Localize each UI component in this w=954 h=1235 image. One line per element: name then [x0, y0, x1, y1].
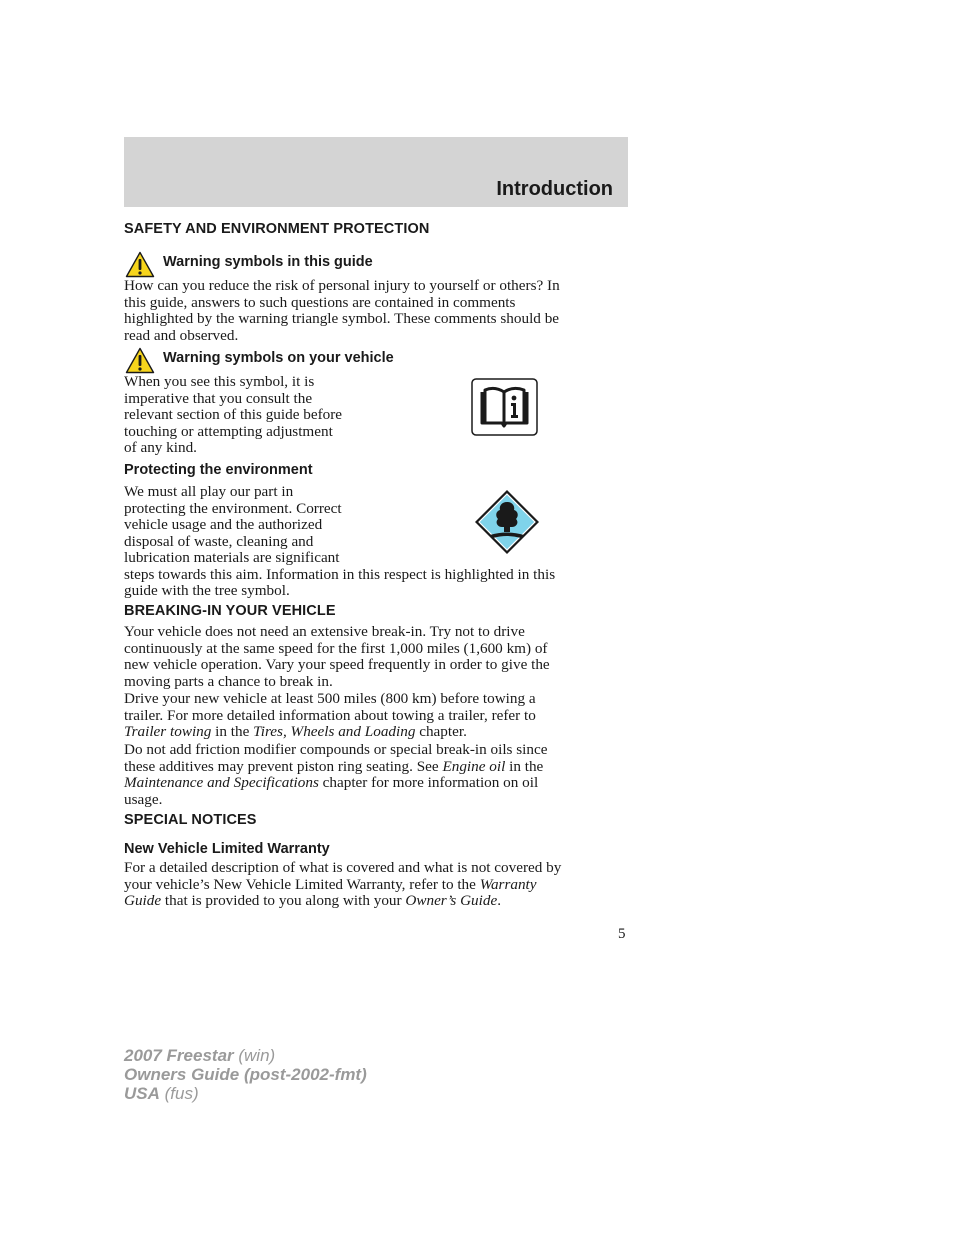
- italic-ref-engine-oil: Engine oil: [442, 757, 506, 775]
- section-heading-special: SPECIAL NOTICES: [124, 812, 257, 828]
- paragraph-warning-vehicle: [124, 374, 342, 457]
- footer-line-2: Owners Guide (post-2002-fmt): [124, 1065, 367, 1084]
- paragraph-warning-guide: [124, 278, 560, 344]
- subheading-warning-guide: Warning symbols in this guide: [163, 254, 373, 270]
- text-line: Trailer towing in the Tires, Wheels and Loading chapter.: [124, 723, 467, 740]
- warning-triangle-icon: [125, 251, 155, 278]
- text-line: this guide, answers to such questions are contained in comments: [124, 293, 516, 311]
- owner-manual-book-icon: [471, 378, 538, 436]
- italic-ref-guide: Guide: [124, 892, 162, 909]
- subheading-warning-vehicle: Warning symbols on your vehicle: [163, 350, 394, 366]
- text-line: touching or attempting adjustment: [124, 422, 333, 440]
- document-footer: [124, 1046, 367, 1103]
- paragraph-warranty: [124, 860, 561, 910]
- subheading-warranty: New Vehicle Limited Warranty: [124, 841, 330, 857]
- text-line: relevant section of this guide before: [124, 406, 343, 423]
- footer-line-1: 2007 Freestar (win): [124, 1046, 276, 1065]
- text-line: imperative that you consult the: [124, 389, 313, 407]
- text-line: For a detailed description of what is covered and what is not covered by: [124, 859, 562, 876]
- text-line: usage.: [124, 790, 163, 808]
- text-line: of any kind.: [124, 439, 197, 456]
- text-line: We must all play our part in: [124, 483, 294, 500]
- text-line: protecting the environment. Correct: [124, 499, 342, 517]
- italic-ref-trailer-towing: Trailer towing: [124, 723, 212, 740]
- italic-ref-warranty: Warranty: [479, 875, 537, 893]
- text-line: read and observed.: [124, 326, 239, 344]
- section-heading-breakin: BREAKING-IN YOUR VEHICLE: [124, 603, 336, 619]
- section-heading-safety: SAFETY AND ENVIRONMENT PROTECTION: [124, 221, 430, 237]
- warning-triangle-icon: [125, 347, 155, 374]
- paragraph-breakin-3: [124, 742, 547, 808]
- text-line: disposal of waste, cleaning and: [124, 532, 314, 550]
- text-line: vehicle usage and the authorized: [124, 516, 323, 533]
- text-line: your vehicle’s New Vehicle Limited Warranty, refer to the Warranty: [124, 875, 537, 893]
- italic-ref-tires-chapter: Tires, Wheels and Loading: [253, 723, 416, 740]
- environment-tree-icon: [473, 488, 541, 556]
- text-line: moving parts a chance to break in.: [124, 672, 333, 690]
- text-line: Do not add friction modifier compounds or special break-in oils since: [124, 741, 548, 758]
- paragraph-breakin-1: [124, 624, 550, 690]
- italic-ref-owners-guide: Owner’s Guide: [405, 892, 498, 909]
- header-band: [124, 137, 628, 207]
- page-title: Introduction: [496, 178, 613, 200]
- paragraph-breakin-2: [124, 691, 536, 741]
- text-line: these additives may prevent piston ring seating. See Engine oil in the: [124, 757, 544, 775]
- text-line: Your vehicle does not need an extensive break-in. Try not to drive: [124, 623, 525, 640]
- subheading-environment: Protecting the environment: [124, 462, 313, 478]
- page-number: 5: [618, 926, 626, 942]
- text-line: Guide that is provided to you along with your Owner’s Guide.: [124, 892, 502, 909]
- text-line: Maintenance and Specifications chapter for more information on oil: [124, 774, 539, 791]
- text-line: How can you reduce the risk of personal injury to yourself or others? In: [124, 277, 560, 294]
- text-line: steps towards this aim. Information in this respect is highlighted in this: [124, 565, 556, 583]
- text-line: Drive your new vehicle at least 500 miles (800 km) before towing a: [124, 690, 536, 707]
- text-line: trailer. For more detailed information about towing a trailer, refer to: [124, 706, 536, 724]
- text-line: guide with the tree symbol.: [124, 582, 290, 599]
- text-line: new vehicle operation. Vary your speed frequently in order to give the: [124, 656, 550, 673]
- text-line: When you see this symbol, it is: [124, 373, 315, 390]
- text-line: highlighted by the warning triangle symbol. These comments should be: [124, 310, 560, 327]
- text-line: lubrication materials are significant: [124, 549, 340, 566]
- italic-ref-maintenance-chapter: Maintenance and Specifications: [124, 774, 319, 791]
- text-line: continuously at the same speed for the first 1,000 miles (1,600 km) of: [124, 639, 548, 657]
- footer-line-3: USA (fus): [124, 1084, 199, 1103]
